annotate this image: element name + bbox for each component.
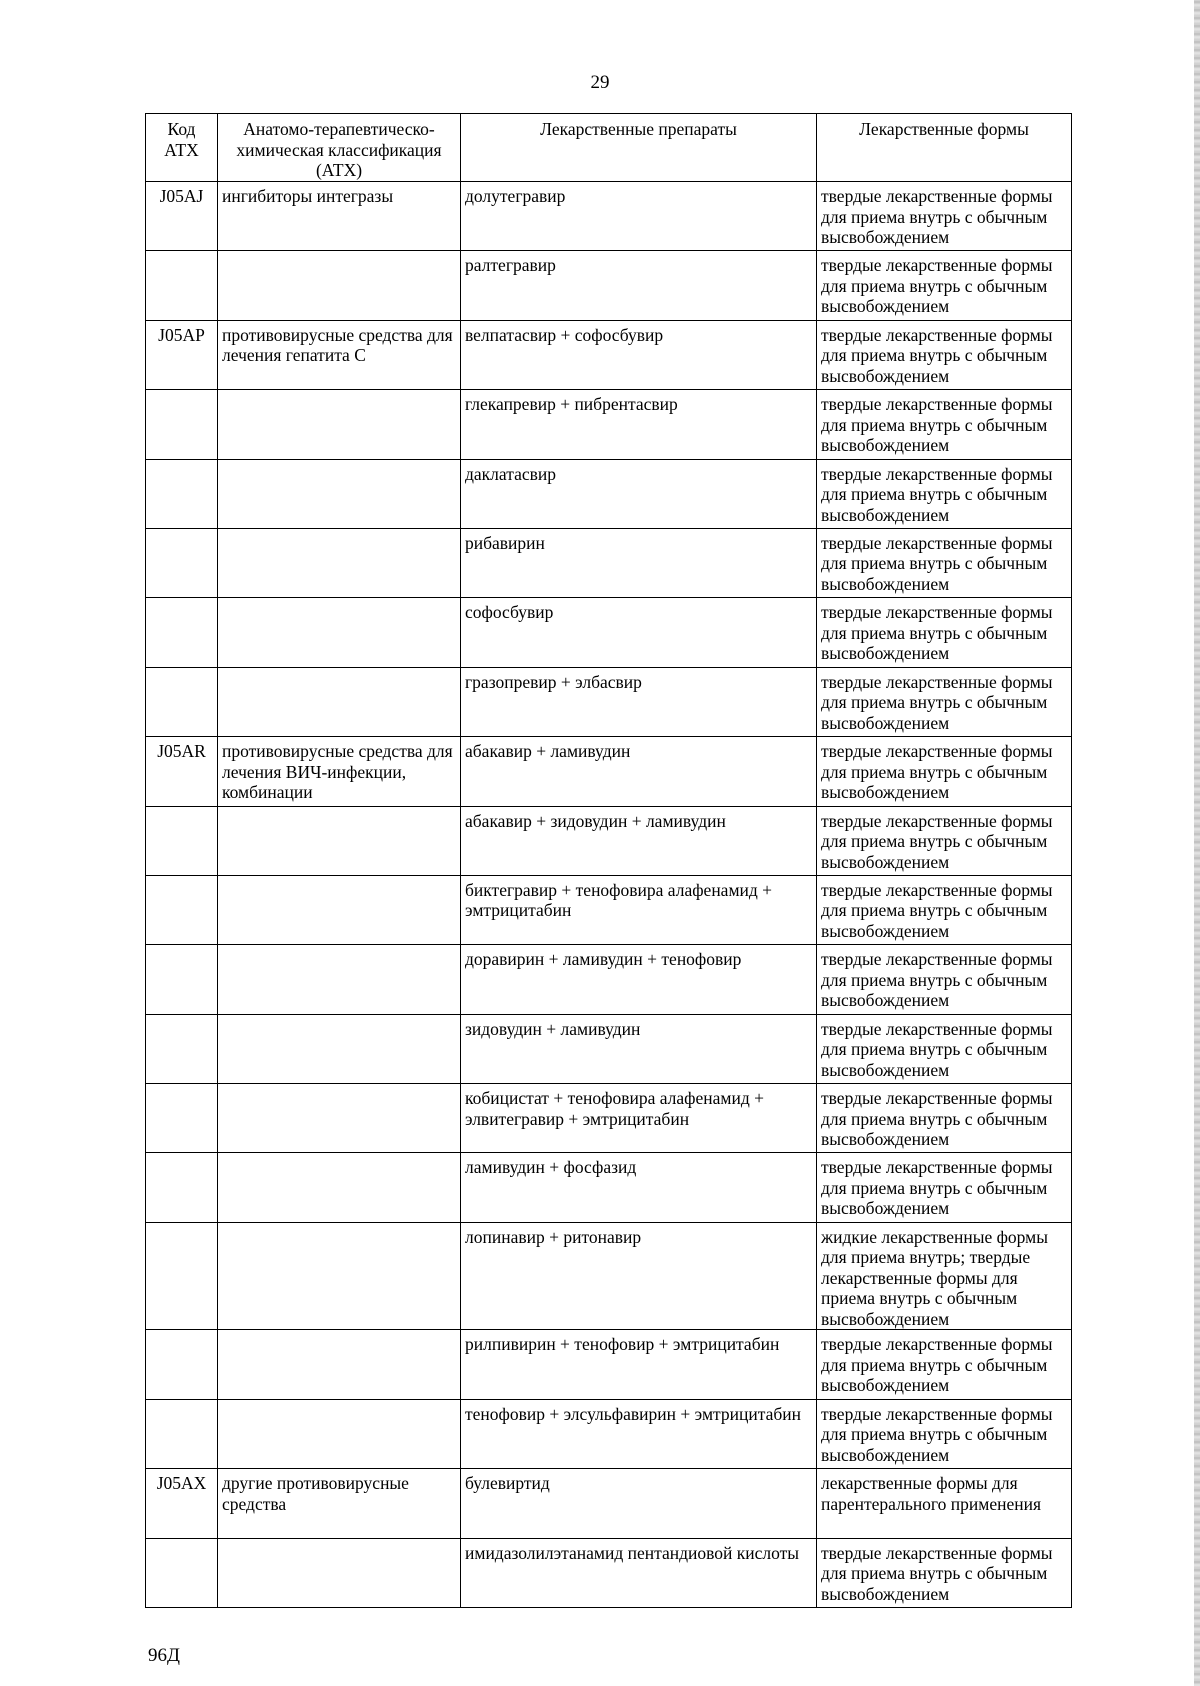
table-row	[146, 1330, 1072, 1399]
header-forms: Лекарственные формы	[817, 114, 1072, 182]
cell-drug-name: булевиртид	[461, 1469, 817, 1538]
cell-classification	[218, 875, 461, 944]
table-row	[146, 945, 1072, 1014]
page-number: 29	[590, 72, 610, 93]
cell-atx-code	[146, 667, 218, 736]
atx-drug-table	[145, 113, 1072, 1608]
cell-dosage-form: твердые лекарственные формы для приема внутрь с обычным высвобождением	[817, 528, 1072, 597]
cell-atx-code	[146, 598, 218, 667]
cell-dosage-form: твердые лекарственные формы для приема внутрь с обычным высвобождением	[817, 1399, 1072, 1468]
cell-atx-code	[146, 390, 218, 459]
table-row	[146, 737, 1072, 806]
cell-atx-code: J05AR	[146, 737, 218, 806]
cell-drug-name: гразопревир + элбасвир	[461, 667, 817, 736]
cell-classification	[218, 945, 461, 1014]
cell-atx-code	[146, 251, 218, 320]
footer-document-code: 96Д	[148, 1645, 180, 1666]
cell-atx-code	[146, 1330, 218, 1399]
table-row	[146, 1399, 1072, 1468]
cell-drug-name: даклатасвир	[461, 459, 817, 528]
cell-classification	[218, 1084, 461, 1153]
header-classification: Анатомо-терапевтическо-химическая классификация (АТХ)	[218, 114, 461, 182]
cell-dosage-form: твердые лекарственные формы для приема внутрь с обычным высвобождением	[817, 1014, 1072, 1083]
cell-atx-code: J05AP	[146, 320, 218, 389]
header-code: Код АТХ	[146, 114, 218, 182]
table-row	[146, 528, 1072, 597]
cell-dosage-form: твердые лекарственные формы для приема внутрь с обычным высвобождением	[817, 667, 1072, 736]
table-row	[146, 1084, 1072, 1153]
table-row	[146, 1538, 1072, 1607]
cell-dosage-form: твердые лекарственные формы для приема внутрь с обычным высвобождением	[817, 251, 1072, 320]
cell-classification	[218, 528, 461, 597]
cell-atx-code: J05AX	[146, 1469, 218, 1538]
cell-dosage-form: жидкие лекарственные формы для приема внутрь; твердые лекарственные формы для приема внутрь с обычным высвобождением	[817, 1222, 1072, 1330]
cell-classification	[218, 1330, 461, 1399]
cell-classification	[218, 806, 461, 875]
cell-drug-name: глекапревир + пибрентасвир	[461, 390, 817, 459]
table-row	[146, 667, 1072, 736]
cell-classification	[218, 1222, 461, 1330]
cell-drug-name: абакавир + зидовудин + ламивудин	[461, 806, 817, 875]
cell-dosage-form: твердые лекарственные формы для приема внутрь с обычным высвобождением	[817, 1153, 1072, 1222]
cell-drug-name: зидовудин + ламивудин	[461, 1014, 817, 1083]
cell-drug-name: ламивудин + фосфазид	[461, 1153, 817, 1222]
cell-drug-name: ралтегравир	[461, 251, 817, 320]
cell-classification: другие противовирусные средства	[218, 1469, 461, 1538]
cell-atx-code	[146, 875, 218, 944]
cell-classification	[218, 251, 461, 320]
table-row	[146, 875, 1072, 944]
cell-dosage-form: твердые лекарственные формы для приема внутрь с обычным высвобождением	[817, 875, 1072, 944]
cell-drug-name: имидазолилэтанамид пентандиовой кислоты	[461, 1538, 817, 1607]
cell-drug-name: рибавирин	[461, 528, 817, 597]
cell-drug-name: рилпивирин + тенофовир + эмтрицитабин	[461, 1330, 817, 1399]
cell-drug-name: биктегравир + тенофовира алафенамид + эмтрицитабин	[461, 875, 817, 944]
cell-atx-code	[146, 945, 218, 1014]
table-row	[146, 1153, 1072, 1222]
cell-dosage-form: твердые лекарственные формы для приема внутрь с обычным высвобождением	[817, 806, 1072, 875]
cell-atx-code	[146, 1014, 218, 1083]
cell-dosage-form: твердые лекарственные формы для приема внутрь с обычным высвобождением	[817, 1538, 1072, 1607]
table-row	[146, 1222, 1072, 1330]
cell-dosage-form: твердые лекарственные формы для приема внутрь с обычным высвобождением	[817, 390, 1072, 459]
cell-drug-name: тенофовир + элсульфавирин + эмтрицитабин	[461, 1399, 817, 1468]
cell-dosage-form: твердые лекарственные формы для приема внутрь с обычным высвобождением	[817, 320, 1072, 389]
cell-classification	[218, 390, 461, 459]
cell-drug-name: лопинавир + ритонавир	[461, 1222, 817, 1330]
table-row	[146, 806, 1072, 875]
cell-drug-name: доравирин + ламивудин + тенофовир	[461, 945, 817, 1014]
cell-dosage-form: твердые лекарственные формы для приема внутрь с обычным высвобождением	[817, 459, 1072, 528]
cell-dosage-form: твердые лекарственные формы для приема внутрь с обычным высвобождением	[817, 737, 1072, 806]
table-row	[146, 390, 1072, 459]
cell-drug-name: кобицистат + тенофовира алафенамид + элвитегравир + эмтрицитабин	[461, 1084, 817, 1153]
cell-drug-name: абакавир + ламивудин	[461, 737, 817, 806]
cell-atx-code	[146, 806, 218, 875]
table-row	[146, 251, 1072, 320]
cell-classification	[218, 598, 461, 667]
cell-classification: противовирусные средства для лечения гепатита С	[218, 320, 461, 389]
table-header-row	[146, 114, 1072, 182]
scan-edge-artifact	[1194, 0, 1200, 1686]
cell-atx-code	[146, 1222, 218, 1330]
cell-drug-name: велпатасвир + софосбувир	[461, 320, 817, 389]
table-row	[146, 182, 1072, 251]
cell-atx-code	[146, 1153, 218, 1222]
cell-classification	[218, 667, 461, 736]
cell-classification	[218, 1153, 461, 1222]
cell-classification: ингибиторы интегразы	[218, 182, 461, 251]
cell-atx-code	[146, 528, 218, 597]
cell-dosage-form: твердые лекарственные формы для приема внутрь с обычным высвобождением	[817, 1330, 1072, 1399]
cell-dosage-form: лекарственные формы для парентерального применения	[817, 1469, 1072, 1538]
table-row	[146, 598, 1072, 667]
cell-atx-code	[146, 1084, 218, 1153]
cell-drug-name: долутегравир	[461, 182, 817, 251]
cell-atx-code	[146, 1538, 218, 1607]
table-row	[146, 320, 1072, 389]
cell-classification	[218, 1538, 461, 1607]
cell-drug-name: софосбувир	[461, 598, 817, 667]
cell-classification: противовирусные средства для лечения ВИЧ-инфекции, комбинации	[218, 737, 461, 806]
cell-atx-code	[146, 459, 218, 528]
cell-atx-code	[146, 1399, 218, 1468]
table-row	[146, 1014, 1072, 1083]
cell-classification	[218, 459, 461, 528]
cell-dosage-form: твердые лекарственные формы для приема внутрь с обычным высвобождением	[817, 182, 1072, 251]
cell-dosage-form: твердые лекарственные формы для приема внутрь с обычным высвобождением	[817, 1084, 1072, 1153]
table-row	[146, 1469, 1072, 1538]
table-row	[146, 459, 1072, 528]
cell-classification	[218, 1399, 461, 1468]
cell-dosage-form: твердые лекарственные формы для приема внутрь с обычным высвобождением	[817, 945, 1072, 1014]
cell-dosage-form: твердые лекарственные формы для приема внутрь с обычным высвобождением	[817, 598, 1072, 667]
cell-classification	[218, 1014, 461, 1083]
cell-atx-code: J05AJ	[146, 182, 218, 251]
header-drugs: Лекарственные препараты	[461, 114, 817, 182]
